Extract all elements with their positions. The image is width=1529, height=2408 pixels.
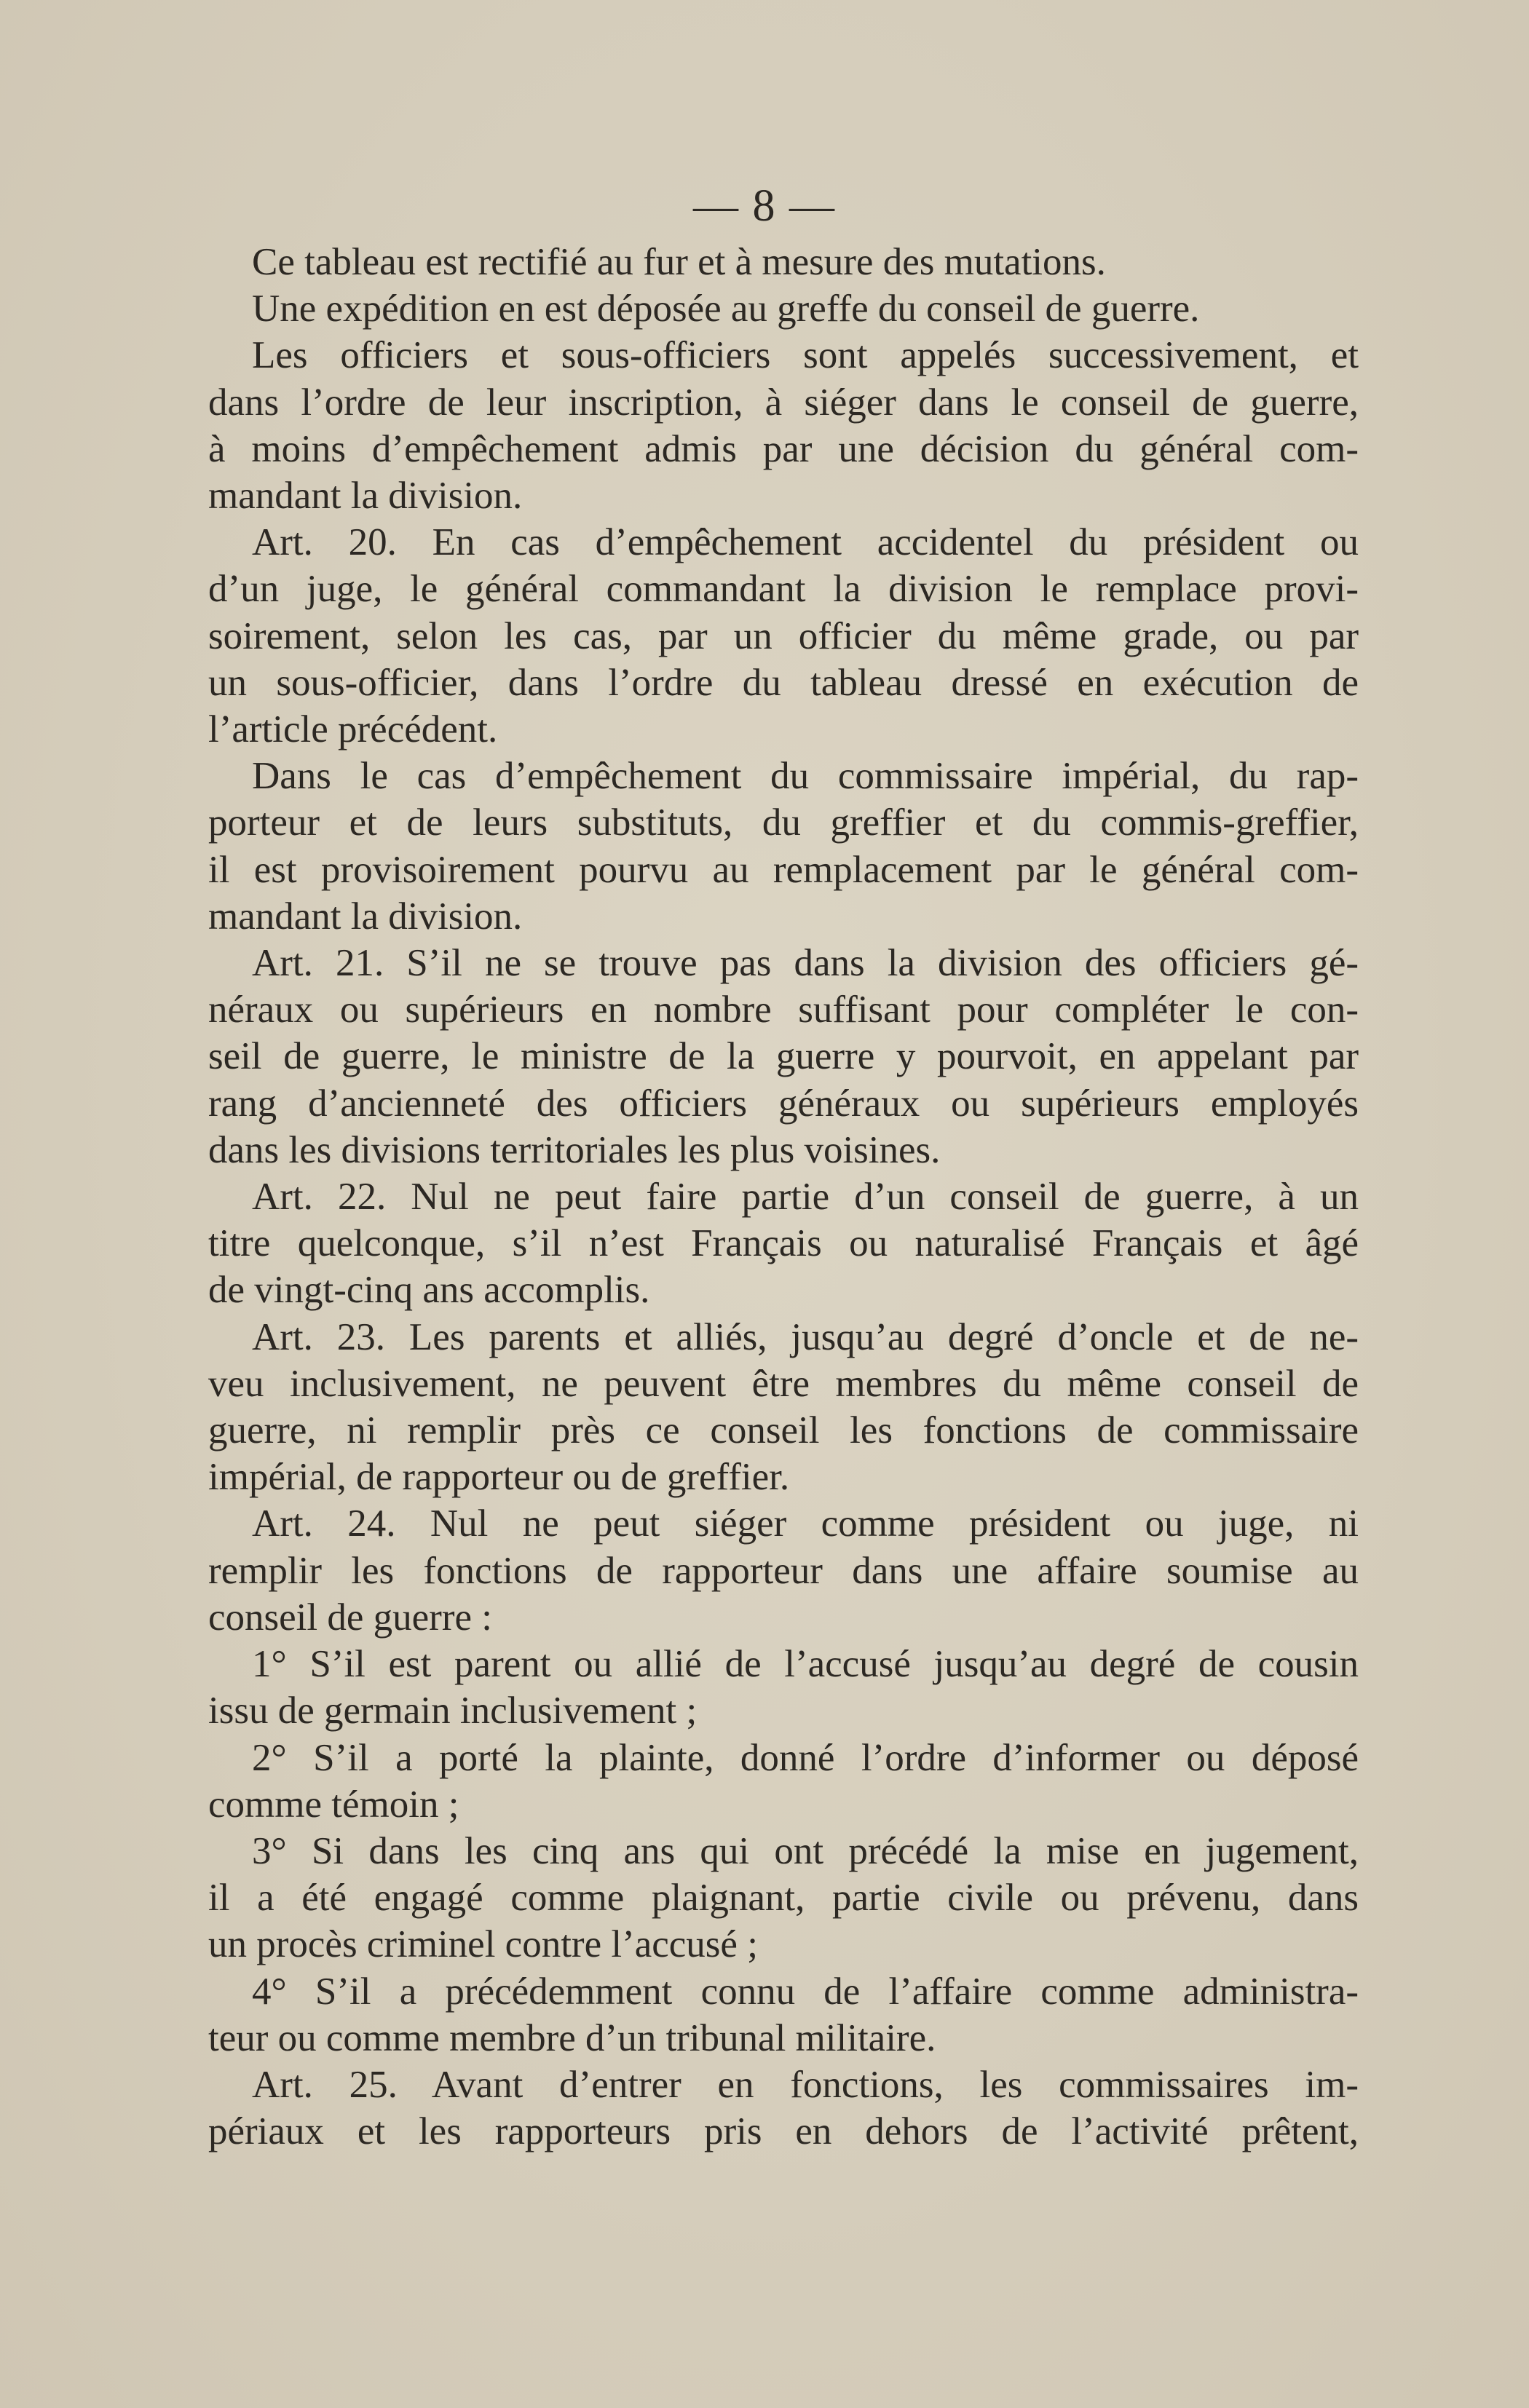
text-line: titre quelconque, s’il n’est Français ou naturalisé Français et âgé: [208, 1222, 1359, 1265]
text-line: comme témoin ;: [208, 1783, 459, 1826]
text-line: Les officiers et sous-officiers sont appelés successivement, et: [252, 334, 1359, 377]
text-line: Art. 20. En cas d’empêchement accidentel du président ou: [252, 521, 1359, 564]
text-line: Dans le cas d’empêchement du commissaire impérial, du rap-: [252, 755, 1359, 798]
text-line: il est provisoirement pourvu au remplacement par le général com-: [208, 848, 1359, 891]
text-line: conseil de guerre :: [208, 1596, 492, 1639]
text-line: issu de germain inclusivement ;: [208, 1690, 698, 1732]
text-line: dans l’ordre de leur inscription, à siéger dans le conseil de guerre,: [208, 381, 1359, 424]
text-line: Art. 23. Les parents et alliés, jusqu’au degré d’oncle et de ne-: [252, 1315, 1359, 1358]
text-line: périaux et les rapporteurs pris en dehors de l’activité prêtent,: [208, 2110, 1359, 2153]
text-line: un procès criminel contre l’accusé ;: [208, 1923, 758, 1966]
body-text: [208, 239, 1359, 2155]
text-line: seil de guerre, le ministre de la guerre y pourvoit, en appelant par: [208, 1035, 1359, 1078]
text-line: Art. 25. Avant d’entrer en fonctions, les commissaires im-: [252, 2063, 1359, 2106]
text-line: dans les divisions territoriales les plus voisines.: [208, 1128, 941, 1171]
text-line: l’article précédent.: [208, 708, 498, 751]
text-line: porteur et de leurs substituts, du greffier et du commis-greffier,: [208, 801, 1359, 844]
text-line: remplir les fonctions de rapporteur dans une affaire soumise au: [208, 1549, 1359, 1592]
text-line: Art. 22. Nul ne peut faire partie d’un conseil de guerre, à un: [252, 1176, 1359, 1219]
text-line: d’un juge, le général commandant la division le remplace provi-: [208, 568, 1359, 611]
text-line: Art. 24. Nul ne peut siéger comme président ou juge, ni: [252, 1502, 1359, 1545]
text-line: teur ou comme membre d’un tribunal militaire.: [208, 2016, 936, 2059]
text-line: soirement, selon les cas, par un officier du même grade, ou par: [208, 614, 1359, 657]
text-line: guerre, ni remplir près ce conseil les fonctions de commissaire: [208, 1409, 1359, 1452]
text-line: néraux ou supérieurs en nombre suffisant pour compléter le con-: [208, 989, 1359, 1031]
text-line: rang d’ancienneté des officiers généraux ou supérieurs employés: [208, 1082, 1359, 1125]
text-line: Une expédition en est déposée au greffe du conseil de guerre.: [252, 288, 1200, 330]
text-line: 3° Si dans les cinq ans qui ont précédé la mise en jugement,: [252, 1829, 1359, 1872]
text-line: il a été engagé comme plaignant, partie civile ou prévenu, dans: [208, 1877, 1359, 1920]
text-line: impérial, de rapporteur ou de greffier.: [208, 1456, 790, 1499]
text-line: mandant la division.: [208, 895, 523, 938]
text-line: mandant la division.: [208, 475, 523, 518]
text-line: un sous-officier, dans l’ordre du tableau dressé en exécution de: [208, 661, 1359, 704]
text-line: de vingt-cinq ans accomplis.: [208, 1269, 650, 1312]
text-line: Ce tableau est rectifié au fur et à mesure des mutations.: [252, 241, 1106, 283]
text-line: Art. 21. S’il ne se trouve pas dans la division des officiers gé-: [252, 942, 1359, 985]
page-number: — 8 —: [693, 181, 836, 231]
text-line: à moins d’empêchement admis par une décision du général com-: [208, 427, 1359, 470]
text-line: veu inclusivement, ne peuvent être membres du même conseil de: [208, 1362, 1359, 1405]
text-line: 4° S’il a précédemment connu de l’affaire comme administra-: [252, 1970, 1359, 2013]
text-line: 1° S’il est parent ou allié de l’accusé jusqu’au degré de cousin: [252, 1643, 1359, 1686]
text-line: 2° S’il a porté la plainte, donné l’ordre d’informer ou déposé: [252, 1736, 1359, 1779]
